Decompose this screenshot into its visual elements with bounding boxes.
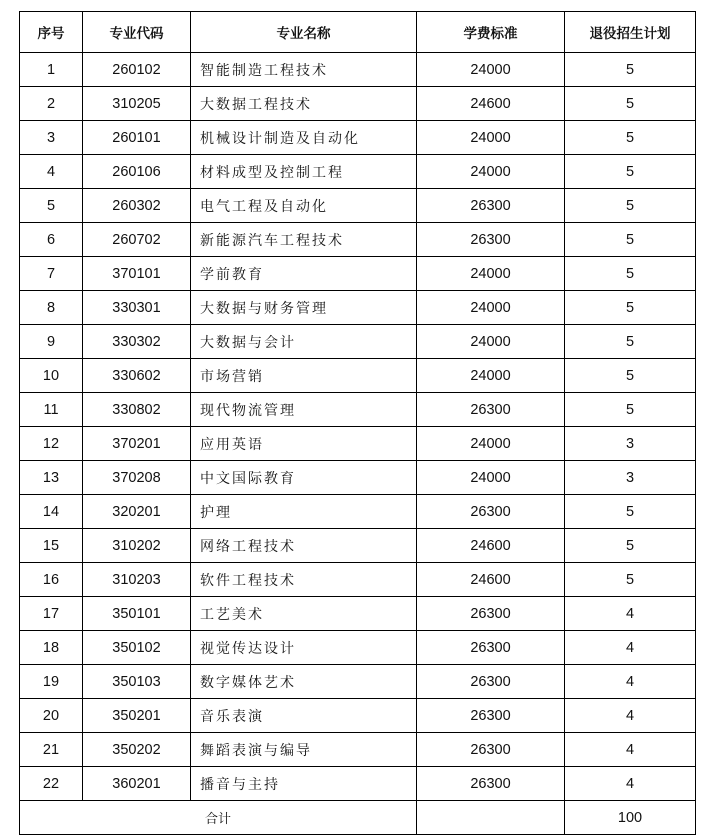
row-major-code: 330302 — [83, 325, 191, 359]
table-row — [20, 767, 696, 801]
row-major-code: 260302 — [83, 189, 191, 223]
row-tuition: 24000 — [417, 257, 565, 291]
row-major-name: 舞蹈表演与编导 — [191, 733, 417, 767]
row-major-name: 大数据与会计 — [191, 325, 417, 359]
row-major-name: 工艺美术 — [191, 597, 417, 631]
table-row — [20, 631, 696, 665]
row-major-code: 370101 — [83, 257, 191, 291]
row-major-name: 网络工程技术 — [191, 529, 417, 563]
row-veteran-plan: 4 — [565, 665, 696, 699]
row-veteran-plan: 5 — [565, 121, 696, 155]
row-tuition: 26300 — [417, 223, 565, 257]
table-row — [20, 597, 696, 631]
row-major-code: 320201 — [83, 495, 191, 529]
row-veteran-plan: 5 — [565, 563, 696, 597]
row-serial: 13 — [20, 461, 83, 495]
header-major-code: 专业代码 — [83, 12, 191, 53]
row-major-code: 350103 — [83, 665, 191, 699]
table-row — [20, 563, 696, 597]
row-tuition: 24000 — [417, 359, 565, 393]
row-major-code: 260101 — [83, 121, 191, 155]
row-serial: 14 — [20, 495, 83, 529]
row-veteran-plan: 5 — [565, 495, 696, 529]
row-serial: 22 — [20, 767, 83, 801]
table-row — [20, 291, 696, 325]
row-serial: 7 — [20, 257, 83, 291]
row-major-code: 330301 — [83, 291, 191, 325]
header-tuition: 学费标准 — [417, 12, 565, 53]
row-major-code: 260106 — [83, 155, 191, 189]
row-veteran-plan: 5 — [565, 291, 696, 325]
row-major-name: 软件工程技术 — [191, 563, 417, 597]
row-veteran-plan: 5 — [565, 53, 696, 87]
row-major-name: 电气工程及自动化 — [191, 189, 417, 223]
row-serial: 3 — [20, 121, 83, 155]
row-tuition: 24000 — [417, 461, 565, 495]
row-major-name: 音乐表演 — [191, 699, 417, 733]
row-serial: 20 — [20, 699, 83, 733]
row-veteran-plan: 5 — [565, 529, 696, 563]
row-serial: 6 — [20, 223, 83, 257]
row-tuition: 24600 — [417, 87, 565, 121]
row-veteran-plan: 3 — [565, 427, 696, 461]
row-tuition: 24000 — [417, 53, 565, 87]
row-serial: 17 — [20, 597, 83, 631]
table-row — [20, 189, 696, 223]
row-veteran-plan: 5 — [565, 325, 696, 359]
row-major-name: 大数据与财务管理 — [191, 291, 417, 325]
row-major-name: 视觉传达设计 — [191, 631, 417, 665]
table-row — [20, 427, 696, 461]
row-serial: 2 — [20, 87, 83, 121]
row-tuition: 26300 — [417, 495, 565, 529]
header-major-name: 专业名称 — [191, 12, 417, 53]
row-major-code: 360201 — [83, 767, 191, 801]
row-serial: 5 — [20, 189, 83, 223]
row-veteran-plan: 5 — [565, 189, 696, 223]
row-major-code: 370201 — [83, 427, 191, 461]
row-veteran-plan: 5 — [565, 359, 696, 393]
row-major-code: 350202 — [83, 733, 191, 767]
row-major-name: 数字媒体艺术 — [191, 665, 417, 699]
row-major-name: 播音与主持 — [191, 767, 417, 801]
row-major-name: 中文国际教育 — [191, 461, 417, 495]
row-major-code: 260102 — [83, 53, 191, 87]
table-row — [20, 121, 696, 155]
row-veteran-plan: 5 — [565, 87, 696, 121]
row-tuition: 24000 — [417, 291, 565, 325]
row-major-name: 机械设计制造及自动化 — [191, 121, 417, 155]
row-veteran-plan: 5 — [565, 393, 696, 427]
table-row — [20, 699, 696, 733]
row-major-name: 新能源汽车工程技术 — [191, 223, 417, 257]
row-veteran-plan: 4 — [565, 631, 696, 665]
total-spacer — [417, 801, 565, 835]
table-row — [20, 359, 696, 393]
row-serial: 15 — [20, 529, 83, 563]
row-major-name: 学前教育 — [191, 257, 417, 291]
table-row — [20, 393, 696, 427]
row-serial: 8 — [20, 291, 83, 325]
row-tuition: 26300 — [417, 699, 565, 733]
row-serial: 16 — [20, 563, 83, 597]
row-veteran-plan: 4 — [565, 733, 696, 767]
row-serial: 1 — [20, 53, 83, 87]
row-veteran-plan: 4 — [565, 699, 696, 733]
row-major-name: 应用英语 — [191, 427, 417, 461]
table-row — [20, 53, 696, 87]
row-serial: 19 — [20, 665, 83, 699]
row-serial: 11 — [20, 393, 83, 427]
row-major-name: 大数据工程技术 — [191, 87, 417, 121]
row-serial: 10 — [20, 359, 83, 393]
total-label: 合计 — [20, 801, 417, 835]
row-major-code: 310203 — [83, 563, 191, 597]
enrollment-table — [19, 11, 696, 835]
table-row — [20, 223, 696, 257]
header-serial: 序号 — [20, 12, 83, 53]
row-major-name: 护理 — [191, 495, 417, 529]
row-serial: 18 — [20, 631, 83, 665]
table-row — [20, 155, 696, 189]
row-veteran-plan: 5 — [565, 257, 696, 291]
table-row — [20, 87, 696, 121]
row-tuition: 24000 — [417, 121, 565, 155]
row-serial: 12 — [20, 427, 83, 461]
row-veteran-plan: 3 — [565, 461, 696, 495]
row-serial: 21 — [20, 733, 83, 767]
table-row — [20, 325, 696, 359]
row-major-code: 370208 — [83, 461, 191, 495]
row-major-name: 材料成型及控制工程 — [191, 155, 417, 189]
row-tuition: 24000 — [417, 325, 565, 359]
row-veteran-plan: 4 — [565, 597, 696, 631]
header-row — [20, 12, 696, 53]
row-veteran-plan: 4 — [565, 767, 696, 801]
table-row — [20, 461, 696, 495]
row-tuition: 26300 — [417, 733, 565, 767]
row-tuition: 24600 — [417, 563, 565, 597]
header-veteran-plan: 退役招生计划 — [565, 12, 696, 53]
table-row — [20, 665, 696, 699]
row-major-name: 现代物流管理 — [191, 393, 417, 427]
row-major-code: 350201 — [83, 699, 191, 733]
table-row — [20, 495, 696, 529]
row-tuition: 26300 — [417, 665, 565, 699]
row-major-code: 350101 — [83, 597, 191, 631]
row-tuition: 26300 — [417, 597, 565, 631]
row-major-code: 350102 — [83, 631, 191, 665]
row-major-code: 310202 — [83, 529, 191, 563]
row-serial: 9 — [20, 325, 83, 359]
row-tuition: 24600 — [417, 529, 565, 563]
row-tuition: 24000 — [417, 155, 565, 189]
row-tuition: 26300 — [417, 189, 565, 223]
row-major-code: 330602 — [83, 359, 191, 393]
row-tuition: 26300 — [417, 767, 565, 801]
row-veteran-plan: 5 — [565, 223, 696, 257]
table-row — [20, 529, 696, 563]
row-tuition: 26300 — [417, 631, 565, 665]
row-major-name: 市场营销 — [191, 359, 417, 393]
row-major-code: 330802 — [83, 393, 191, 427]
row-tuition: 24000 — [417, 427, 565, 461]
total-row — [20, 801, 696, 835]
row-major-code: 260702 — [83, 223, 191, 257]
row-tuition: 26300 — [417, 393, 565, 427]
table-row — [20, 257, 696, 291]
row-veteran-plan: 5 — [565, 155, 696, 189]
row-major-code: 310205 — [83, 87, 191, 121]
row-major-name: 智能制造工程技术 — [191, 53, 417, 87]
total-value: 100 — [565, 801, 696, 835]
table-row — [20, 733, 696, 767]
row-serial: 4 — [20, 155, 83, 189]
